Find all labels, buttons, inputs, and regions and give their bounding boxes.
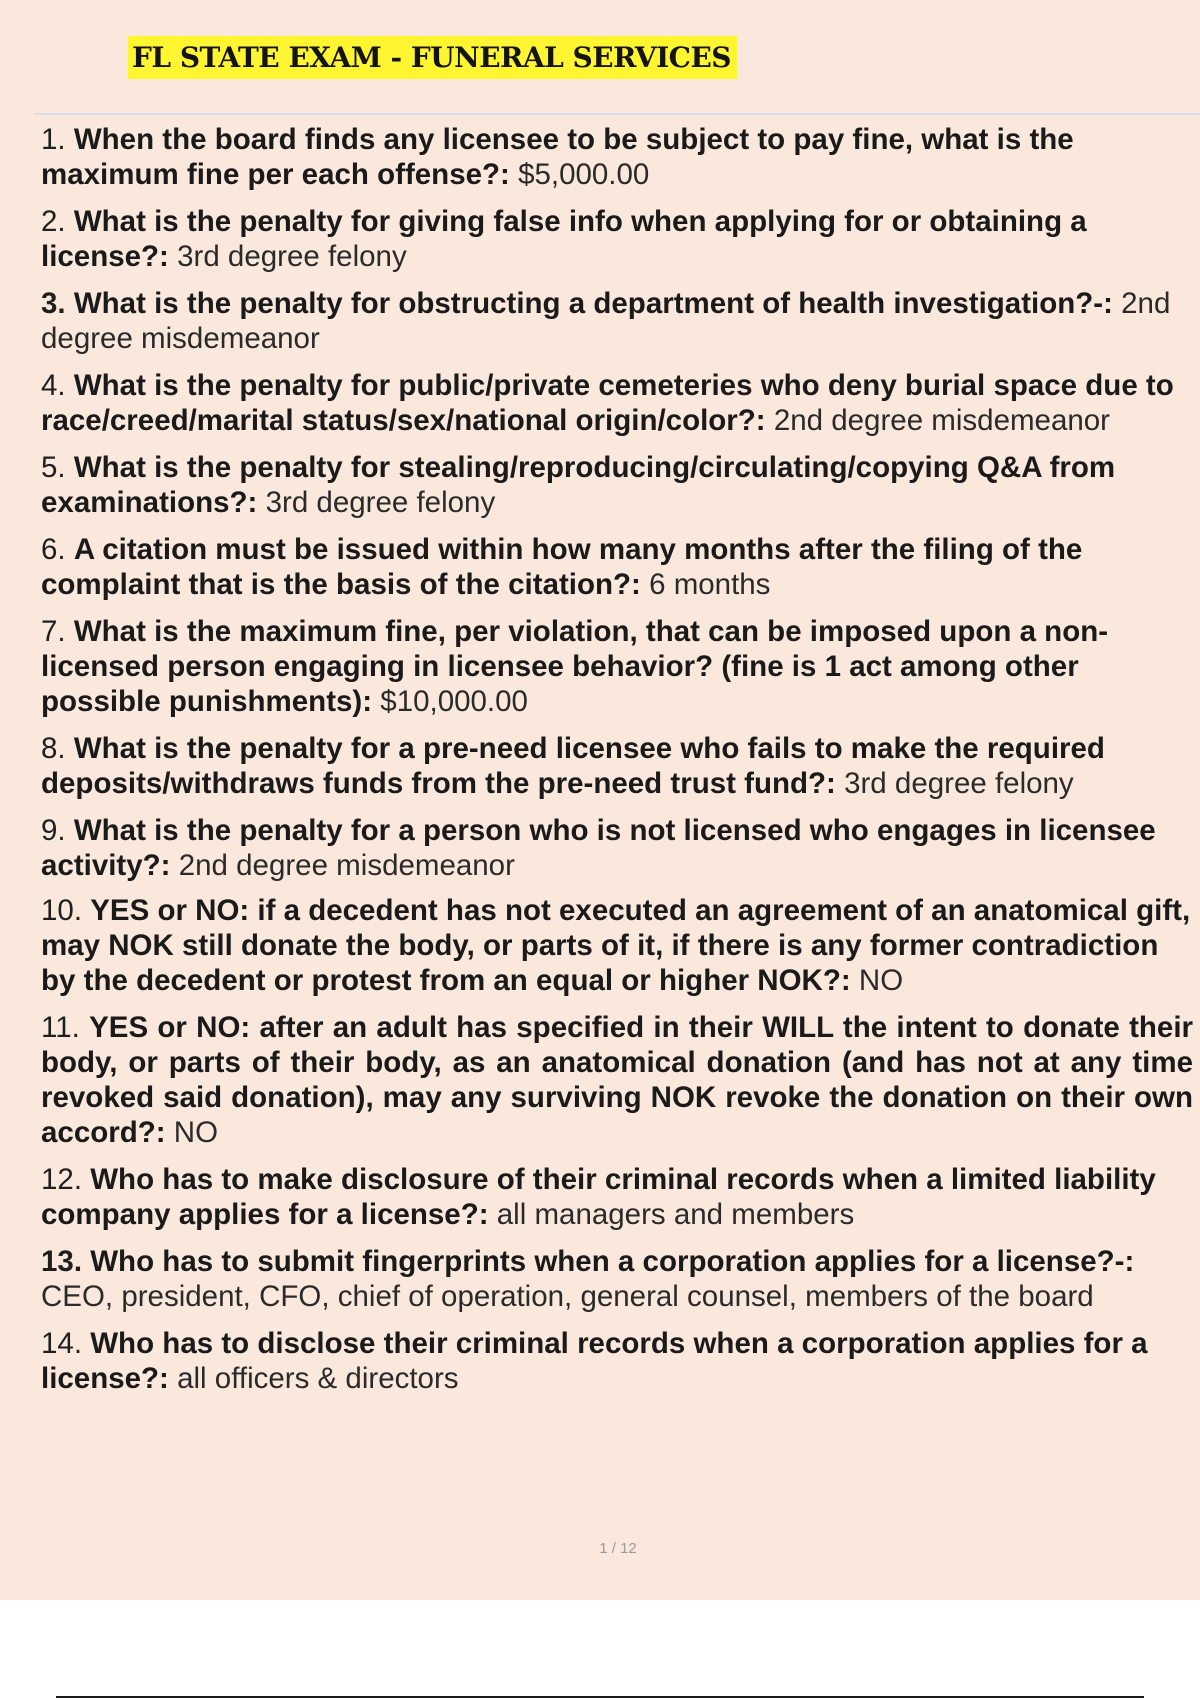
question-text: YES or NO: after an adult has specified in their WILL the intent to donate their body, or parts of their body, as an anatomical donation (and has not at any time revoked said donation), may any surviving NOK revoke the donation on their own accord?:: [41, 1011, 1193, 1149]
question-number: 13.: [41, 1245, 83, 1278]
question-number: 7.: [41, 615, 66, 648]
question-number: 10.: [41, 894, 83, 927]
question-text: Who has to submit fingerprints when a corporation applies for a license?-:: [90, 1245, 1135, 1278]
question-text: What is the penalty for a pre-need licensee who fails to make the required deposits/withdraws funds from the pre-need trust fund?:: [41, 732, 1105, 800]
footer-divider: [56, 1696, 1144, 1698]
question-number: 6.: [41, 533, 66, 566]
answer-text: CEO, president, CFO, chief of operation, general counsel, members of the board: [41, 1280, 1094, 1313]
question-text: What is the maximum fine, per violation, that can be imposed upon a non-licensed person engaging in licensee behavior? (fine is 1 act among other possible punishments):: [41, 615, 1109, 718]
qa-item-4: [41, 368, 1193, 438]
question-text: A citation must be issued within how many months after the filing of the complaint that is the basis of the citation?:: [41, 533, 1083, 601]
answer-text: 2nd degree misdemeanor: [773, 404, 1111, 437]
answer-text: 2nd degree misdemeanor: [41, 287, 1171, 355]
qa-item-8: [41, 731, 1193, 801]
answer-text: all officers & directors: [177, 1362, 459, 1395]
qa-item-11: [41, 1010, 1193, 1150]
question-number: 12.: [41, 1163, 83, 1196]
qa-item-2: [41, 204, 1193, 274]
qa-item-10: [41, 893, 1193, 998]
answer-text: 6 months: [649, 568, 771, 601]
question-number: 9.: [41, 814, 66, 847]
answer-text: NO: [173, 1116, 219, 1149]
question-number: 14.: [41, 1327, 83, 1360]
qa-item-7: [41, 614, 1193, 719]
qa-item-6: [41, 532, 1193, 602]
qa-item-14: [41, 1326, 1193, 1396]
qa-item-5: [41, 450, 1193, 520]
page-number: 1 / 12: [599, 1540, 637, 1557]
qa-list: [41, 122, 1193, 1408]
question-number: 3.: [41, 287, 66, 320]
question-number: 5.: [41, 451, 66, 484]
question-text: What is the penalty for giving false info when applying for or obtaining a license?:: [41, 205, 1087, 273]
question-text: YES or NO: if a decedent has not executed an agreement of an anatomical gift, may NOK still donate the body, or parts of it, if there is any former contradiction by the decedent or protest from an equal or higher NOK?:: [41, 894, 1191, 997]
question-text: When the board finds any licensee to be subject to pay fine, what is the maximum fine per each offense?:: [41, 123, 1074, 191]
answer-text: all managers and members: [496, 1198, 855, 1231]
question-text: What is the penalty for stealing/reproducing/circulating/copying Q&A from examinations?:: [41, 451, 1116, 519]
question-number: 11.: [41, 1011, 80, 1044]
title-divider: [34, 113, 1200, 115]
answer-text: 2nd degree misdemeanor: [178, 849, 515, 882]
qa-item-9: [41, 813, 1193, 883]
answer-text: 3rd degree felony: [844, 767, 1074, 800]
question-number: 8.: [41, 732, 66, 765]
qa-item-12: [41, 1162, 1193, 1232]
answer-text: NO: [858, 964, 904, 997]
question-number: 2.: [41, 205, 66, 238]
answer-text: 3rd degree felony: [177, 240, 407, 273]
question-text: What is the penalty for obstructing a department of health investigation?-:: [73, 287, 1113, 320]
qa-item-3: [41, 286, 1193, 356]
answer-text: $10,000.00: [380, 685, 528, 718]
answer-text: 3rd degree felony: [265, 486, 496, 519]
question-text: What is the penalty for a person who is not licensed who engages in licensee activity?:: [41, 814, 1156, 882]
answer-text: $5,000.00: [518, 158, 650, 191]
document-title: FL STATE EXAM - FUNERAL SERVICES: [128, 36, 737, 79]
qa-item-1: [41, 122, 1193, 192]
question-number: 4.: [41, 369, 66, 402]
question-text: Who has to disclose their criminal records when a corporation applies for a license?:: [41, 1327, 1148, 1395]
question-text: What is the penalty for public/private cemeteries who deny burial space due to race/creed/marital status/sex/national origin/color?:: [41, 369, 1174, 437]
question-text: Who has to make disclosure of their criminal records when a limited liability company applies for a license?:: [41, 1163, 1156, 1231]
question-number: 1.: [41, 123, 66, 156]
qa-item-13: [41, 1244, 1193, 1314]
